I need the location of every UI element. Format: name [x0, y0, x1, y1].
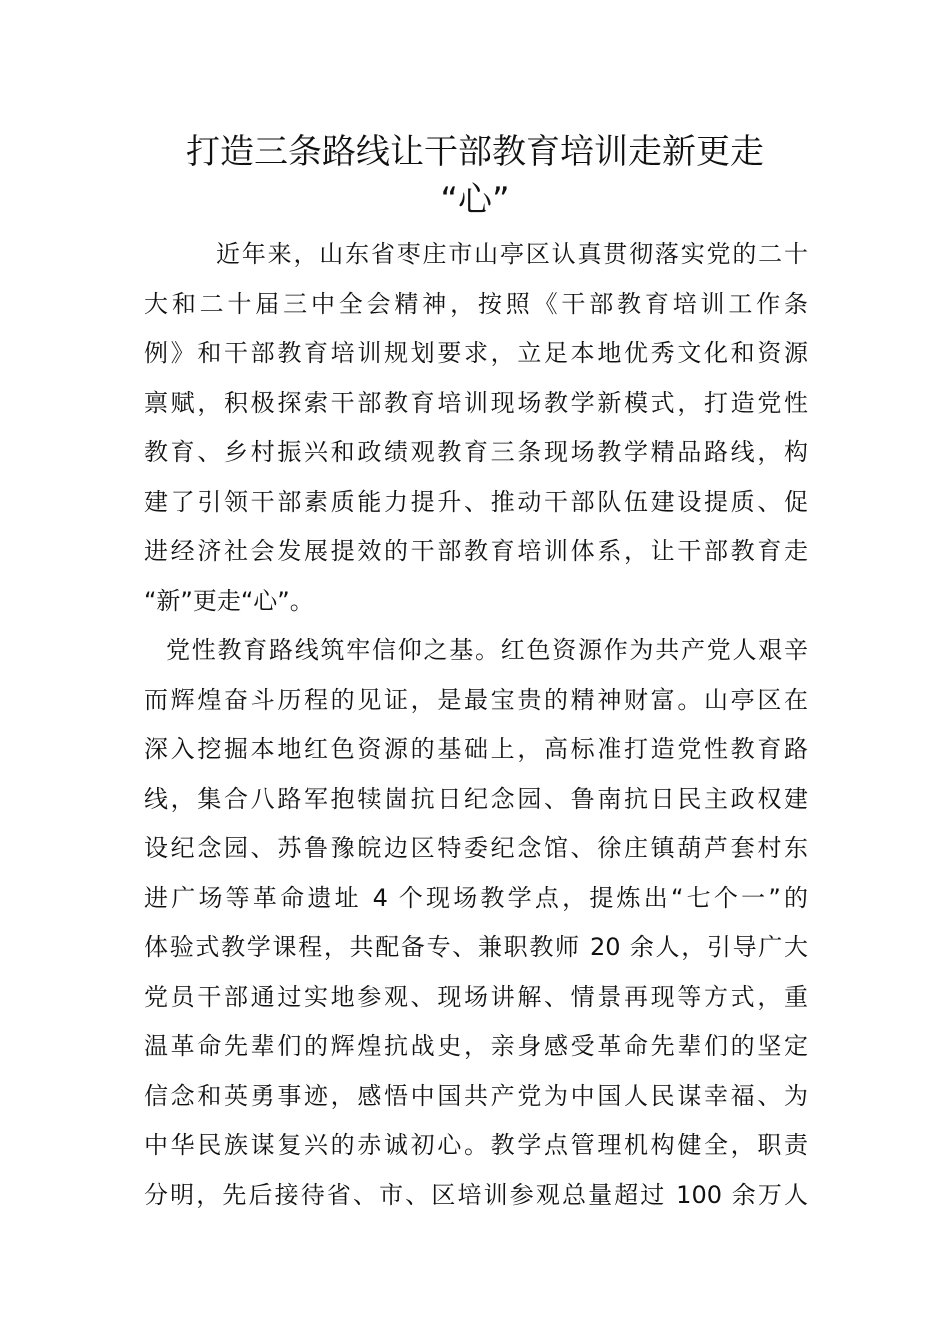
text-line: 深入挖掘本地红色资源的基础上，高标准打造党性教育路: [144, 735, 808, 763]
text-line: 例》和干部教育培训规划要求，立足本地优秀文化和资源: [144, 339, 808, 367]
title-line-1: 打造三条路线让干部教育培训走新更走: [186, 132, 764, 172]
text-line: 禀赋，积极探索干部教育培训现场教学新模式，打造党性: [144, 388, 808, 417]
text-line: 温革命先辈们的辉煌抗战史，亲身感受革命先辈们的坚定: [144, 1032, 808, 1060]
title-line-2: “心”: [440, 180, 510, 220]
text-line: “新”更走“心”。: [144, 586, 314, 615]
text-line: 教育、乡村振兴和政绩观教育三条现场教学精品路线，构: [144, 438, 808, 466]
document-body: [144, 230, 808, 1220]
text-line: 线，集合八路军抱犊崮抗日纪念园、鲁南抗日民主政权建: [144, 784, 808, 813]
text-line: 信念和英勇事迹，感悟中国共产党为中国人民谋幸福、为: [144, 1081, 808, 1110]
text-line: 中华民族谋复兴的赤诚初心。教学点管理机构健全，职责: [144, 1131, 808, 1159]
text-line: 进经济社会发展提效的干部教育培训体系，让干部教育走: [144, 537, 808, 565]
document-title: [140, 128, 810, 224]
paragraph-1: [144, 230, 808, 626]
text-line: 进广场等革命遗址 4 个现场教学点，提炼出“七个一”的: [144, 883, 808, 912]
text-line: 而辉煌奋斗历程的见证，是最宝贵的精神财富。山亭区在: [144, 685, 808, 714]
text-line: 大和二十届三中全会精神，按照《干部教育培训工作条: [144, 289, 808, 318]
text-line: 设纪念园、苏鲁豫皖边区特委纪念馆、徐庄镇葫芦套村东: [144, 834, 808, 862]
text-line: 分明，先后接待省、市、区培训参观总量超过 100 余万人: [144, 1180, 808, 1209]
text-line: 党性教育路线筑牢信仰之基。红色资源作为共产党人艰辛: [166, 636, 808, 664]
text-line: 党员干部通过实地参观、现场讲解、情景再现等方式，重: [144, 982, 808, 1011]
text-line: 建了引领干部素质能力提升、推动干部队伍建设提质、促: [144, 487, 808, 516]
paragraph-2: [144, 626, 808, 1220]
text-line: 体验式教学课程，共配备专、兼职教师 20 余人，引导广大: [144, 933, 808, 961]
text-line: 近年来，山东省枣庄市山亭区认真贯彻落实党的二十: [216, 240, 808, 268]
